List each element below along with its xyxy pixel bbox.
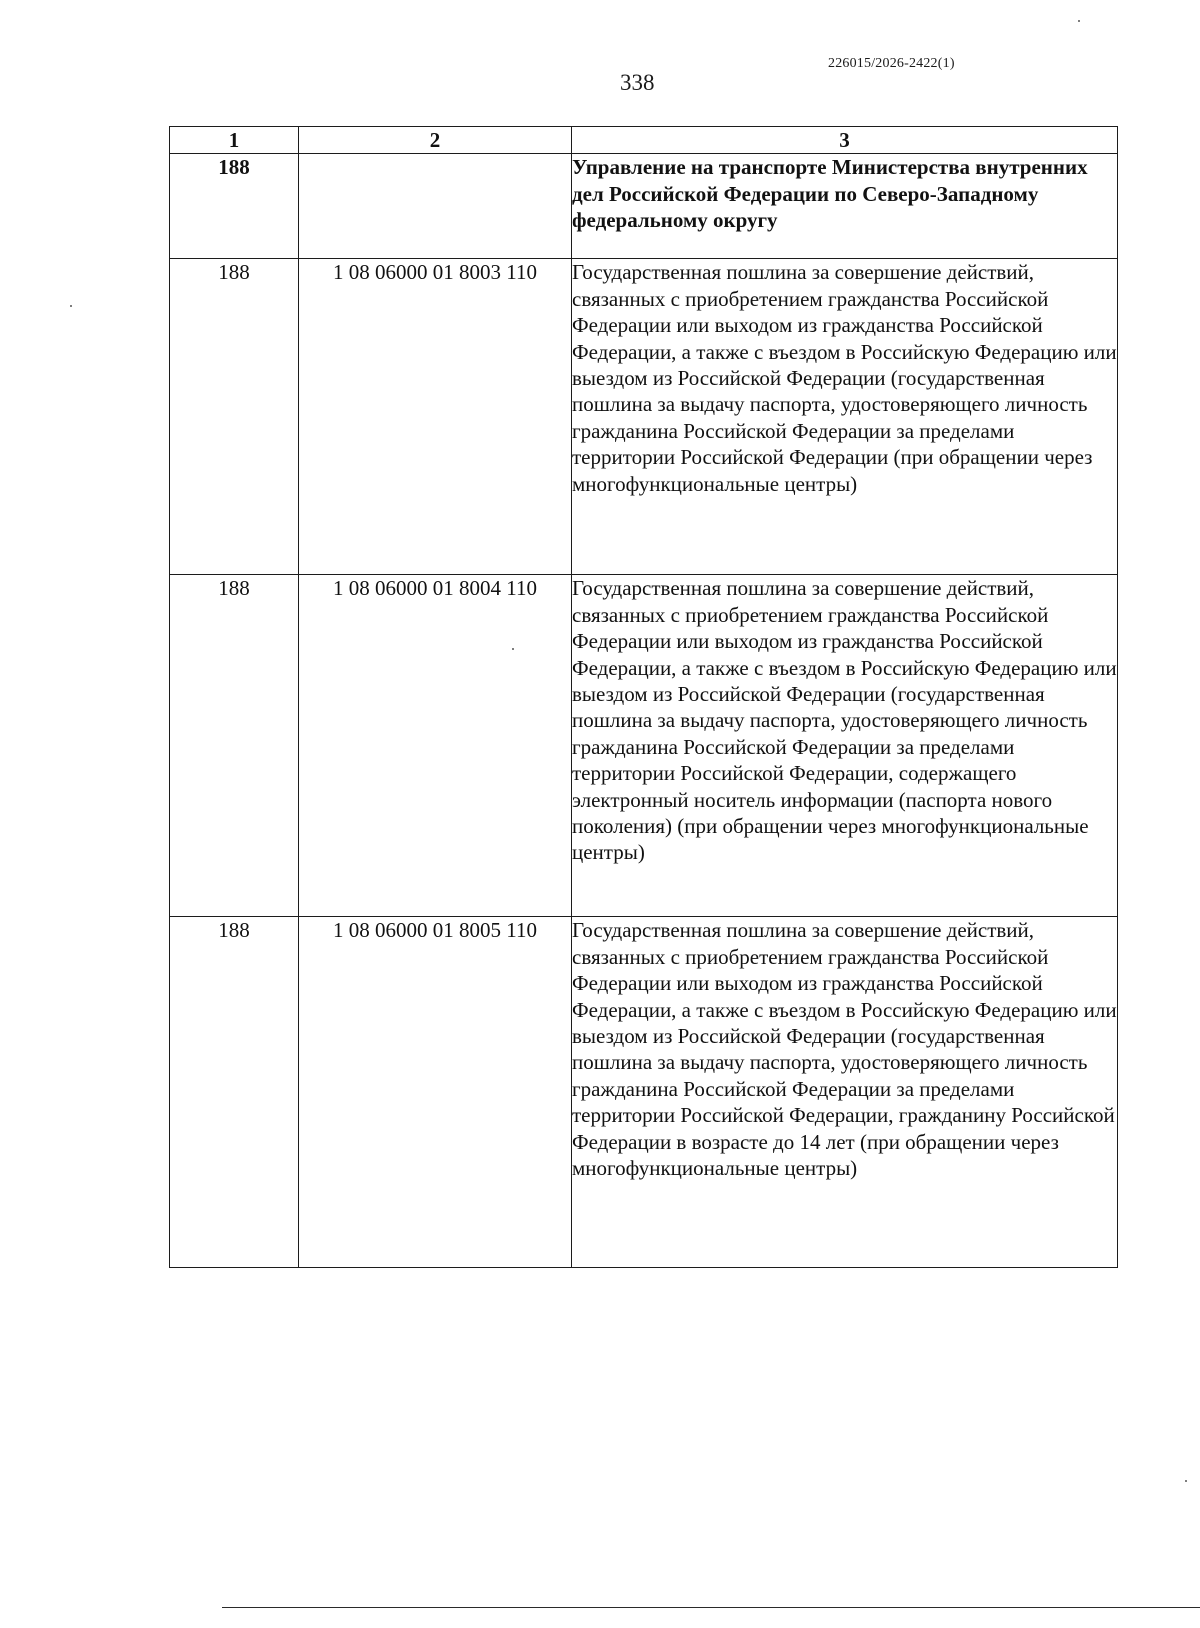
scan-speck (1078, 20, 1080, 22)
agency-code: 188 (170, 154, 299, 259)
table-row (170, 575, 1118, 917)
row-description: Государственная пошлина за совершение действий, связанных с приобретением гражданства Российской Федерации или выходом из гражданства Российской Федерации, а также с въездом в Российскую Федерацию или выездом из Российской Федерации (государственная пошлина за выдачу паспорта, удостоверяющего личность гражданина Российской Федерации за пределами территории Российской Федерации, гражданину Российской Федерации в возрасте до 14 лет (при обращении через многофункциональные центры) (572, 917, 1118, 1268)
row-kbk-code: 1 08 06000 01 8004 110 (299, 575, 572, 917)
page-number: 338 (620, 70, 655, 95)
table-row (170, 259, 1118, 575)
scan-speck (1185, 1480, 1187, 1482)
agency-kbk (299, 154, 572, 259)
agency-row (170, 154, 1118, 259)
bottom-scan-edge (222, 1607, 1200, 1608)
table-row (170, 917, 1118, 1268)
scan-speck (70, 305, 72, 307)
agency-name: Управление на транспорте Министерства внутренних дел Российской Федерации по Северо-Западному федеральному округу (572, 154, 1118, 259)
row-kbk-code: 1 08 06000 01 8005 110 (299, 917, 572, 1268)
kbk-table (169, 126, 1118, 1268)
row-admin-code: 188 (170, 259, 299, 575)
column-header-1: 1 (170, 127, 299, 154)
row-description: Государственная пошлина за совершение действий, связанных с приобретением гражданства Российской Федерации или выходом из гражданства Российской Федерации, а также с въездом в Российскую Федерацию или выездом из Российской Федерации (государственная пошлина за выдачу паспорта, удостоверяющего личность гражданина Российской Федерации за пределами территории Российской Федерации (при обращении через многофункциональные центры) (572, 259, 1118, 575)
row-admin-code: 188 (170, 575, 299, 917)
table-header-row (170, 127, 1118, 154)
document-registration-number: 226015/2026-2422(1) (828, 56, 955, 71)
row-description: Государственная пошлина за совершение действий, связанных с приобретением гражданства Российской Федерации или выходом из гражданства Российской Федерации, а также с въездом в Российскую Федерацию или выездом из Российской Федерации (государственная пошлина за выдачу паспорта, удостоверяющего личность гражданина Российской Федерации за пределами территории Российской Федерации, содержащего электронный носитель информации (паспорта нового поколения) (при обращении через многофункциональные центры) (572, 575, 1118, 917)
row-admin-code: 188 (170, 917, 299, 1268)
column-header-3: 3 (572, 127, 1118, 154)
scan-speck (512, 648, 514, 650)
row-kbk-code: 1 08 06000 01 8003 110 (299, 259, 572, 575)
column-header-2: 2 (299, 127, 572, 154)
